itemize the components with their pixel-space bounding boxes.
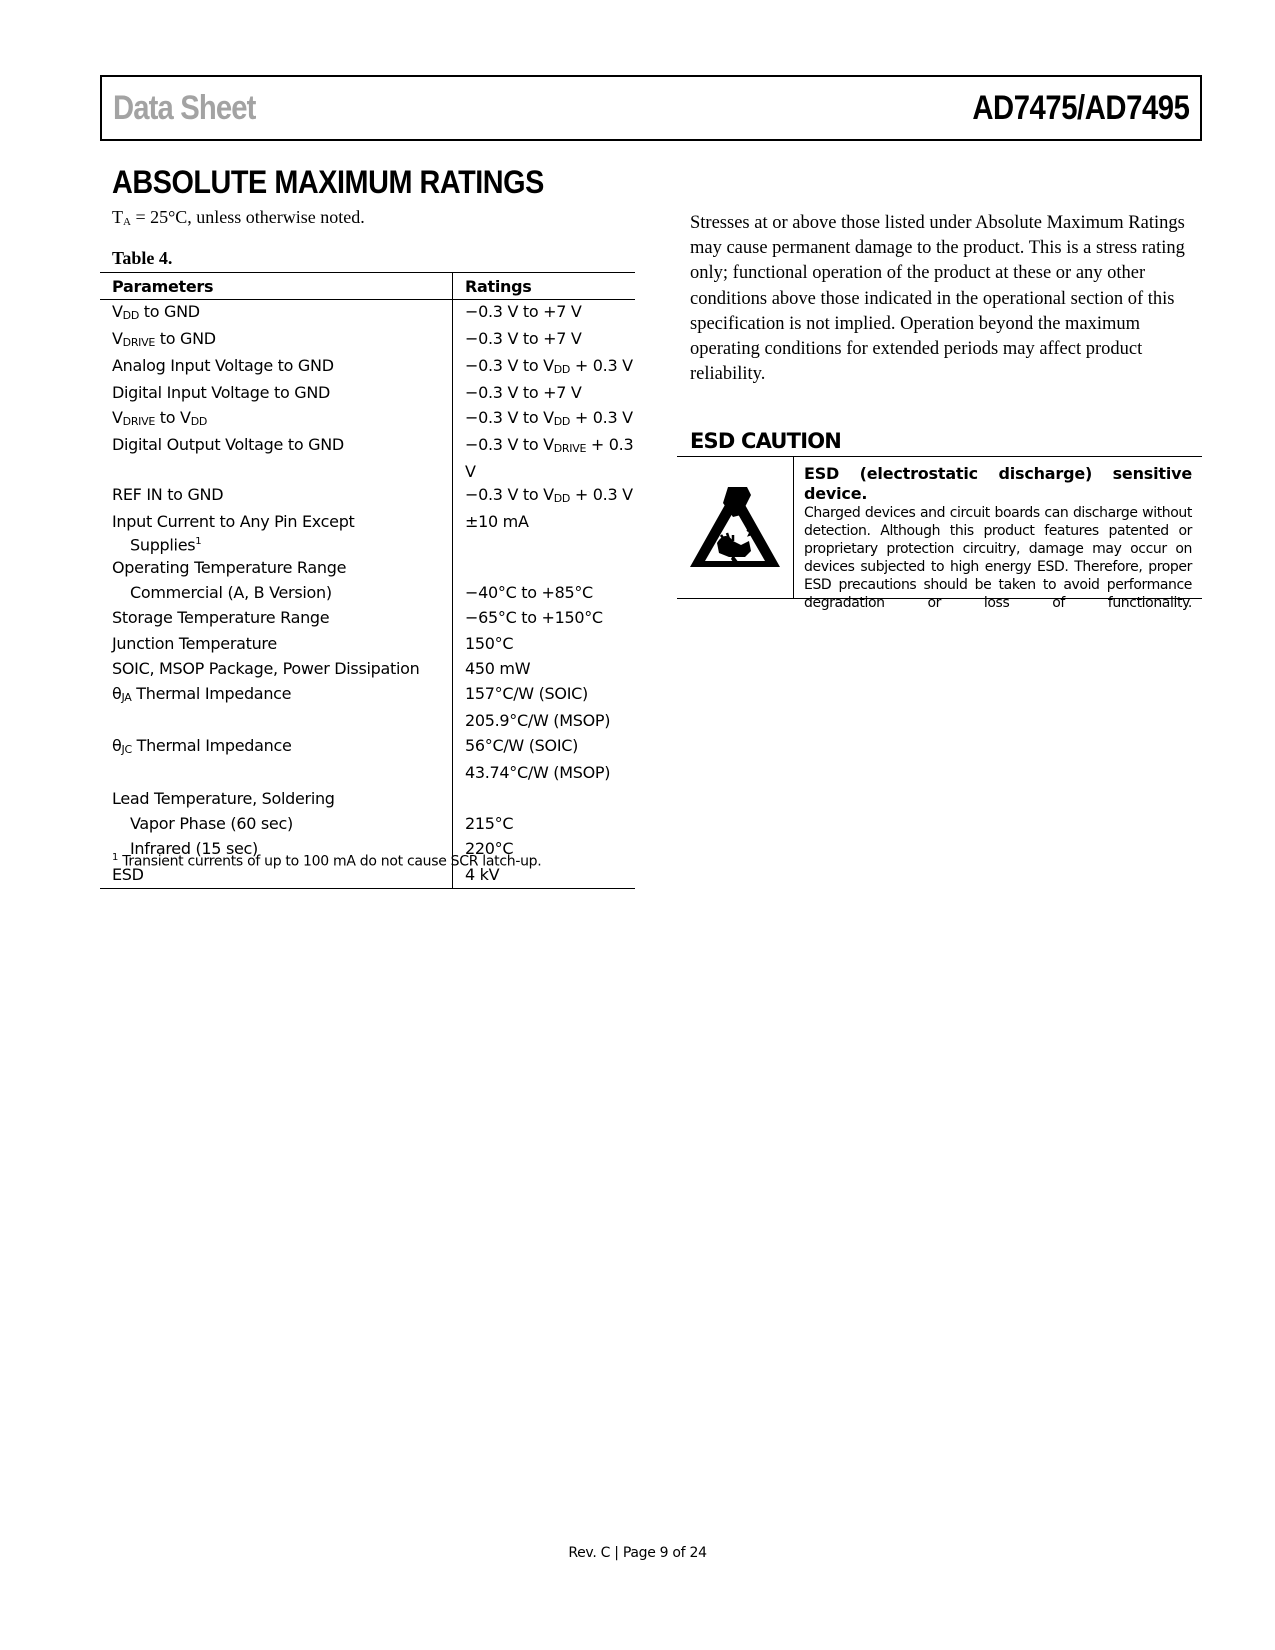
table-row — [100, 406, 635, 433]
temperature-note: $T_A = 25^\circ C$, unless otherwise noted. — [112, 207, 365, 228]
parameter-cell: Digital Output Voltage to GND — [100, 433, 453, 483]
table-row — [100, 300, 635, 328]
esd-caution-box — [677, 456, 1202, 611]
parameter-cell: $V_{DRIVE}$ to $V_{DD}$ — [100, 406, 453, 433]
parameter-cell: Infrared (15 sec) — [100, 837, 453, 862]
rating-cell: −40°C to +85°C — [465, 582, 593, 602]
esd-bold-line: ESD (electrostatic discharge) sensitive device. — [804, 464, 1192, 503]
parameter-cell: $\theta_{JC}$ Thermal Impedance — [100, 734, 453, 761]
rating-cell: 56°C/W (SOIC) — [465, 736, 579, 756]
rating-cell — [453, 556, 636, 581]
rating-cell: 450 mW — [465, 658, 531, 678]
esd-caution-heading: ESD CAUTION — [690, 429, 842, 453]
table-row — [100, 327, 635, 354]
rating-cell: −0.3 V to +7 V — [465, 329, 582, 348]
esd-box-divider — [793, 457, 794, 598]
stress-paragraph: Stresses at or above those listed under Absolute Maximum Ratings may cause permanent damage to the product. This is a stress rating only; functional operation of the product at these or any other conditions above those indicated in the operational section of this specification is not implied. Operation beyond the maximum operating conditions for extended periods may affect product reliability. — [690, 213, 1185, 385]
column-header-ratings: Ratings — [453, 273, 636, 300]
page-header — [100, 75, 1202, 141]
parameter-cell: SOIC, MSOP Package, Power Dissipation — [100, 657, 453, 682]
esd-caution-text — [804, 464, 1192, 612]
rating-cell — [453, 787, 636, 812]
rating-cell: 205.9°C/W (MSOP) — [465, 711, 611, 731]
table-row — [100, 682, 635, 709]
parameter-cell: Operating Temperature Range — [100, 556, 453, 581]
rating-cell: −0.3 V to $V_{DD} + 0.3$ V — [465, 485, 633, 506]
rating-cell: 4 kV — [453, 863, 636, 889]
parameter-cell: $\theta_{JA}$ Thermal Impedance — [100, 682, 453, 709]
table-row — [100, 812, 635, 837]
parameter-cell: Digital Input Voltage to GND — [100, 381, 453, 406]
table-row — [100, 734, 635, 761]
rating-cell: −0.3 V to $V_{DD} + 0.3$ V — [465, 356, 633, 376]
rating-cell: 220°C — [465, 839, 514, 859]
table-header-row — [100, 273, 635, 300]
parameter-cell — [100, 761, 453, 786]
parameter-cell: Input Current to Any Pin Except Supplies$^1$ — [100, 510, 453, 555]
table-row — [100, 556, 635, 581]
table-row — [100, 606, 635, 631]
table-row — [100, 510, 635, 555]
rating-cell: ±10 mA — [465, 512, 529, 532]
esd-body-text: Charged devices and circuit boards can discharge without detection. Although this product features patented or proprietary protection circuitry, damage may occur on devices subjected to high energy ESD. Therefore, proper ESD precautions should be taken to avoid performance degradation or loss of functionality. — [804, 505, 1192, 611]
rating-cell: 150°C — [465, 633, 514, 653]
ratings-table — [100, 272, 635, 889]
parameter-cell: Commercial (A, B Version) — [100, 581, 453, 606]
header-part-number: AD7475/AD7495 — [971, 89, 1189, 127]
rating-cell: −0.3 V to +7 V — [465, 302, 582, 321]
parameter-cell: Analog Input Voltage to GND — [100, 354, 453, 381]
table-row — [100, 657, 635, 682]
parameter-cell — [100, 709, 453, 734]
header-doc-type: Data Sheet — [113, 89, 256, 127]
parameter-cell: REF IN to GND — [100, 483, 453, 510]
rating-cell: 215°C — [465, 814, 514, 833]
table-row — [100, 709, 635, 734]
parameter-cell: Vapor Phase (60 sec) — [100, 812, 453, 837]
table-row — [100, 581, 635, 606]
table-row — [100, 354, 635, 381]
rating-cell: 43.74°C/W (MSOP) — [465, 763, 611, 783]
table-row — [100, 787, 635, 812]
rating-cell: −0.3 V to +7 V — [465, 383, 582, 402]
table-row — [100, 381, 635, 406]
rating-cell: −0.3 V to $V_{DRIVE} + 0.3$ V — [465, 435, 634, 482]
section-title: ABSOLUTE MAXIMUM RATINGS — [112, 164, 544, 200]
table-footnote: $^1$ Transient currents of up to 100 mA do not cause SCR latch-up. — [112, 852, 542, 870]
rating-cell: −65°C to +150°C — [465, 608, 603, 628]
parameter-cell: Lead Temperature, Soldering — [100, 787, 453, 812]
rating-cell: −0.3 V to $V_{DD} + 0.3$ V — [465, 408, 633, 429]
rating-cell: 157°C/W (SOIC) — [465, 684, 588, 704]
parameter-cell: Storage Temperature Range — [100, 606, 453, 631]
column-header-parameters: Parameters — [100, 273, 453, 300]
table-row — [100, 483, 635, 510]
parameter-cell: $V_{DRIVE}$ to GND — [100, 327, 453, 354]
table-row — [100, 632, 635, 657]
table-title: Table 4. — [112, 248, 173, 268]
table-row — [100, 433, 635, 483]
parameter-cell: ESD — [100, 863, 453, 889]
parameter-cell: $V_{DD}$ to GND — [100, 300, 453, 328]
esd-warning-icon — [689, 485, 781, 571]
page-footer: Rev. C | Page 9 of 24 — [568, 1545, 707, 1561]
table-row — [100, 761, 635, 786]
parameter-cell: Junction Temperature — [100, 632, 453, 657]
